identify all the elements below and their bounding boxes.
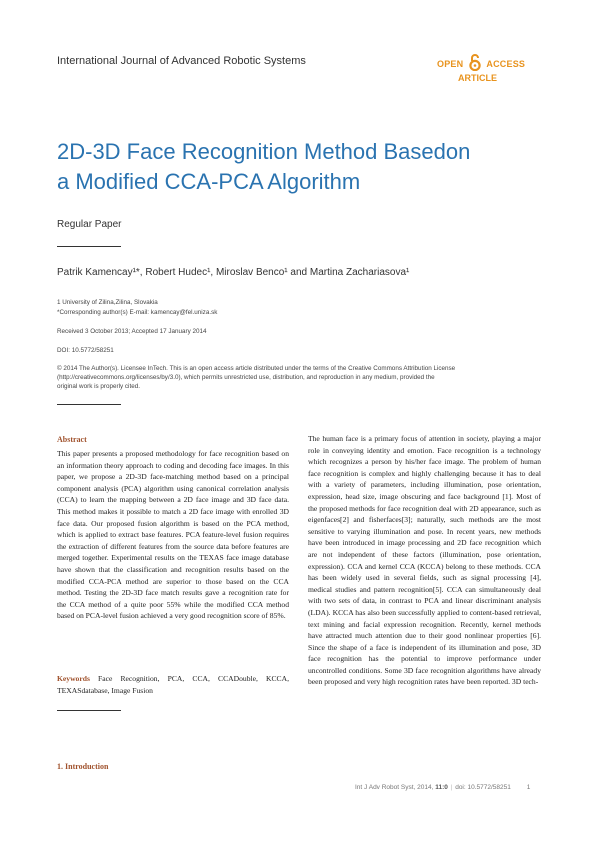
- license-line-1: © 2014 The Author(s). Licensee InTech. This is an open access article distributed under the terms of the Creative Commons Attribution License: [57, 365, 456, 372]
- received-dates: Received 3 October 2013; Accepted 17 January 2014: [57, 328, 207, 335]
- footer-volume: 11:0: [435, 784, 448, 791]
- title-line-1: 2D-3D Face Recognition Method Basedon: [57, 139, 471, 164]
- page-number: 1: [526, 784, 531, 791]
- page-footer: [355, 784, 530, 791]
- title-line-2: a Modified CCA-PCA Algorithm: [57, 169, 361, 194]
- divider: [57, 246, 121, 247]
- footer-doi: doi: 10.5772/58251: [455, 784, 511, 791]
- abstract-text: This paper presents a proposed methodology for face recognition based on an information theory approach to coding and decoding face images. In this paper, we propose a 2D-3D face-matching method based on a principal component analysis (PCA) algorithm using canonical correlation analysis (CCA) to learn the mapping between a 2D face image and 3D face data. This method makes it possible to match a 2D face image with enrolled 3D face data. Our proposed fusion algorithm is based on the PCA method, which is applied to extract base features. PCA feature-level fusion requires the extraction of different features from the source data before features are merged together. Experimental results on the TEXAS face image database have shown that the classification and recognition results based on the modified CCA-PCA method are superior to those based on the CCA method. Testing the 2D-3D face match results gave a recognition rate for the CCA method of a quite poor 55% while the modified CCA method based on PCA-level fusion achieved a very good recognition score of 85%.: [57, 449, 289, 621]
- author-list: Patrik Kamencay¹*, Robert Hudec¹, Miroslav Benco¹ and Martina Zachariasova¹: [57, 267, 410, 278]
- keywords-text: Face Recognition, PCA, CCA, CCADouble, KCCA, TEXASdatabase, Image Fusion: [57, 674, 289, 695]
- corresponding-author: *Corresponding author(s) E-mail: kamencay@fel.uniza.sk: [57, 309, 218, 316]
- keywords-label: Keywords: [57, 674, 90, 683]
- footer-separator: |: [450, 784, 453, 791]
- abstract-heading: Abstract: [57, 435, 87, 444]
- divider: [57, 404, 121, 405]
- article-label: ARTICLE: [458, 73, 497, 83]
- paper-title: [57, 137, 557, 197]
- paper-type: Regular Paper: [57, 219, 122, 230]
- open-lock-icon: [469, 53, 481, 73]
- license-line-2: (http://creativecommons.org/licenses/by/3.0), which permits unrestricted use, distribution, and reproduction in any medium, provided the: [57, 374, 435, 381]
- footer-journal: Int J Adv Robot Syst, 2014,: [355, 784, 434, 791]
- introduction-heading: 1. Introduction: [57, 762, 109, 771]
- affiliation: 1 University of Zilina,Zilina, Slovakia: [57, 299, 158, 306]
- keywords: [57, 673, 289, 696]
- license-line-3: original work is properly cited.: [57, 383, 140, 390]
- divider: [57, 710, 121, 711]
- access-label: ACCESS: [486, 59, 526, 69]
- doi: DOI: 10.5772/58251: [57, 347, 114, 354]
- open-label: OPEN: [437, 59, 464, 69]
- journal-name: International Journal of Advanced Robotic Systems: [57, 55, 306, 67]
- open-access-badge: [437, 53, 525, 73]
- introduction-text: The human face is a primary focus of attention in society, playing a major role in conveying identity and emotion. Face recognition is a technology which recognizes a person by his/her face image. The problem of human face recognition is complex and highly challenging because it has to deal with a variety of parameters, including illumination, pose orientation, expression, head size, image obscuring and face background [1]. Most of the proposed methods for face recognition deal with 2D appearance, such as eigenfaces[2] and fisherfaces[3]; naturally, such methods are the most sensitive to varying illumination and pose. In recent years, new methods have been introduced in image processing and 2D face recognition which are not independent of these factors (illumination, pose orientation, expression). CCA and kernel CCA (KCCA) belong to these methods. CCA has been widely used in several fields, such as signal processing [4], medical studies and pattern recognition[5]. CCA can simultaneously deal with two sets of data, in contrast to PCA and linear discriminant analysis (LDA). KCCA has also been successfully applied to content-based retrieval, text mining and facial expression recognition. Recently, kernel methods have attracted much attention due to their good nonlinear properties [6]. Since the shape of a face is independent of its illumination and pose, 3D face recognition has the potential to improve performance under uncontrolled conditions. Some 3D face recognition algorithms have already been proposed and very high recognition rates have been reported. 3D tech-: [308, 434, 541, 687]
